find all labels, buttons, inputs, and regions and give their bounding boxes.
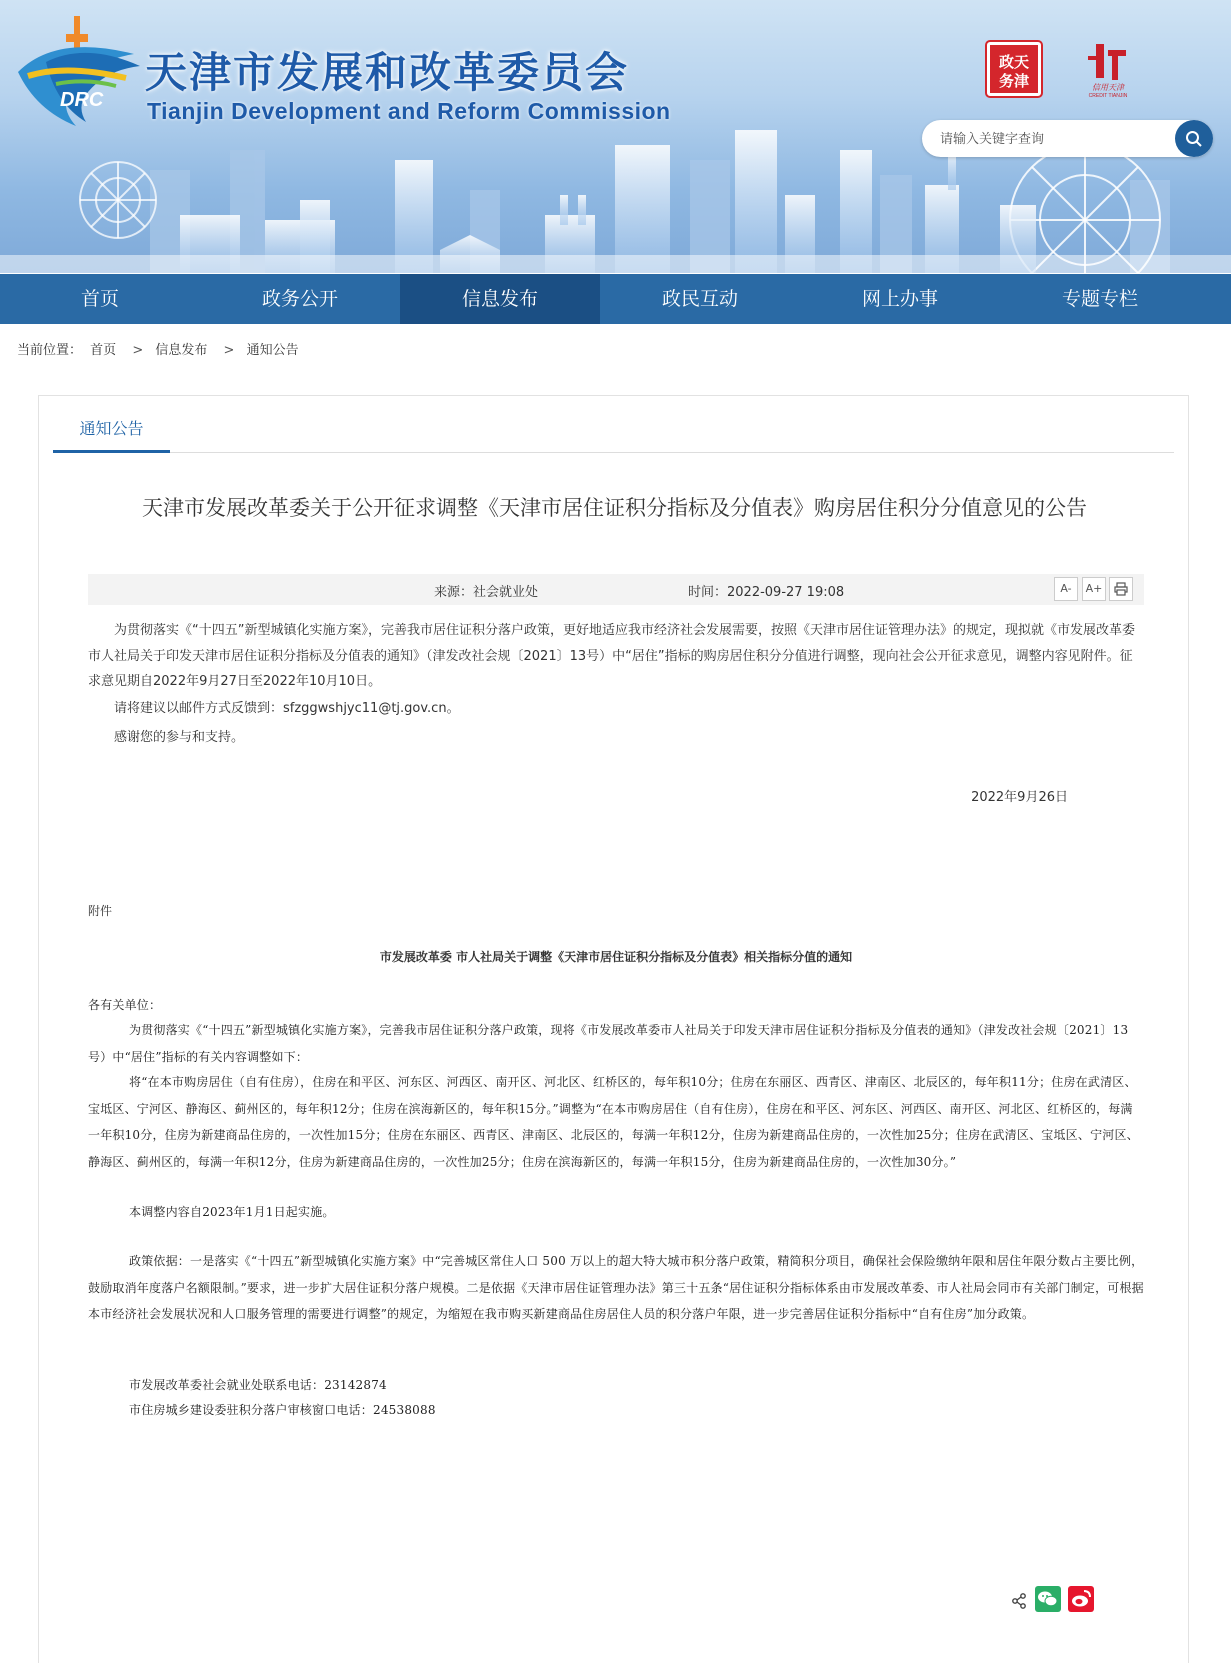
nav-item-home[interactable]: 首页 — [80, 288, 119, 310]
attachment-paragraph: 本调整内容自2023年1月1日起实施。 — [129, 1205, 335, 1219]
attachment-title: 市发展改革委 市人社局关于调整《天津市居住证积分指标及分值表》相关指标分值的通知 — [379, 950, 853, 964]
tab-divider — [53, 452, 1174, 453]
search-box — [922, 120, 1213, 157]
svg-text:信用天津: 信用天津 — [1092, 83, 1124, 92]
print-button[interactable] — [1109, 577, 1133, 601]
breadcrumb-separator: > — [223, 343, 235, 358]
breadcrumb — [17, 339, 303, 358]
contact-housing-window: 市住房城乡建设委驻积分落户审核窗口电话：24538088 — [129, 1403, 436, 1417]
breadcrumb-notices[interactable]: 通知公告 — [246, 343, 299, 358]
print-icon — [1114, 582, 1128, 596]
svg-text:CREDIT TIANJIN: CREDIT TIANJIN — [1088, 93, 1128, 98]
article-time: 时间：2022-09-27 19:08 — [688, 585, 845, 600]
search-button[interactable] — [1175, 120, 1213, 157]
font-decrease-button[interactable] — [1054, 577, 1078, 601]
article-source: 来源：社会就业处 — [434, 585, 539, 600]
svg-text:政天: 政天 — [998, 53, 1030, 71]
font-decrease-label: A- — [1060, 582, 1072, 595]
font-increase-button[interactable] — [1082, 577, 1106, 601]
nav-item-special-topics[interactable]: 专题专栏 — [1061, 288, 1138, 310]
breadcrumb-info-release[interactable]: 信息发布 — [155, 343, 208, 358]
tab-notices[interactable]: 通知公告 — [79, 419, 144, 438]
search-input[interactable] — [938, 120, 1170, 159]
site-header — [0, 0, 1231, 273]
breadcrumb-label: 当前位置： — [17, 343, 83, 358]
article-title: 天津市发展改革委关于公开征求调整《天津市居住证积分指标及分值表》购房居住积分分值意见的公告 — [142, 496, 1087, 520]
tab-active-indicator — [53, 450, 170, 453]
search-icon — [1185, 130, 1203, 148]
site-title-english: Tianjin Development and Reform Commission — [147, 98, 671, 124]
article-date: 2022年9月26日 — [971, 790, 1068, 805]
nav-item-information-release[interactable]: 信息发布 — [400, 274, 600, 324]
content-panel — [38, 395, 1189, 1663]
nav-item-public-interaction[interactable]: 政民互动 — [661, 288, 738, 310]
main-nav — [0, 274, 1231, 324]
share-icon[interactable] — [1011, 1593, 1027, 1609]
breadcrumb-home[interactable]: 首页 — [90, 343, 117, 358]
attachment-label: 附件 — [88, 904, 113, 918]
nav-item-government-affairs[interactable]: 政务公开 — [261, 288, 338, 310]
breadcrumb-separator: > — [132, 343, 144, 358]
article-paragraph: 为贯彻落实《“十四五”新型城镇化实施方案》，完善我市居住证积分落户政策，更好地适应我市经济社会发展需要，按照《天津市居住证管理办法》的规定，现拟就《市发展改革委市人社局关于印发天津市居住证积分指标及分值表的通知》（津发改社会规〔2021〕13号）中“居住”指标的购房居住积分分值进行调整，现向社会公开征求意见，调整内容见附件。征求意见期自2022年9月27日至2022年10月10日。 — [88, 623, 1135, 689]
svg-text:DRC: DRC — [60, 89, 104, 111]
tianjin-gov-media-seal-icon[interactable] — [985, 40, 1043, 98]
drc-logo-icon — [16, 14, 144, 132]
contact-employment-office: 市发展改革委社会就业处联系电话：23142874 — [129, 1378, 387, 1392]
attachment-paragraph-policy-basis: 政策依据：一是落实《“十四五”新型城镇化实施方案》中“完善城区常住人口 500 万以上的超大特大城市积分落户政策，精简积分项目，确保社会保险缴纳年限和居住年限分数占主要比例，鼓励取消年度落户名额限制。”要求，进一步扩大居住证积分落户规模。二是依据《天津市居住证管理办法》第三十五条“居住证积分指标体系由市发展改革委、市人社局会同市有关部门制定，可根据本市经济社会发展状况和人口服务管理的需要进行调整”的规定，为缩短在我市购买新建商品住房居住人员的积分落户年限，进一步完善居住证积分指标中“自有住房”加分政策。 — [88, 1254, 1144, 1321]
site-title: 天津市发展和改革委员会 — [145, 48, 630, 97]
article-paragraph-thanks: 感谢您的参与和支持。 — [114, 730, 245, 745]
share-bar — [1011, 1586, 1141, 1616]
font-increase-label: A+ — [1085, 582, 1103, 595]
article-paragraph-email: 请将建议以邮件方式反馈到：sfzggwshjyc11@tj.gov.cn。 — [114, 701, 460, 716]
svg-text:务津: 务津 — [998, 72, 1030, 90]
attachment-paragraph: 为贯彻落实《“十四五”新型城镇化实施方案》，完善我市居住证积分落户政策，现将《市发展改革委市人社局关于印发天津市居住证积分指标及分值表的通知》（津发改社会规〔2021〕13号）中“居住”指标的有关内容调整如下： — [88, 1023, 1129, 1064]
nav-item-online-services[interactable]: 网上办事 — [861, 288, 938, 310]
attachment-paragraph: 将“在本市购房居住（自有住房），住房在和平区、河东区、河西区、南开区、河北区、红桥区的，每年积10分；住房在东丽区、西青区、津南区、北辰区的，每年积11分；住房在武清区、宝坻区、宁河区、静海区、蓟州区的，每年积12分；住房在滨海新区的，每年积15分。”调整为“在本市购房居住（自有住房），住房在和平区、河东区、河西区、南开区、河北区、红桥区的，每满一年积10分，住房为新建商品住房的，一次性加15分；住房在东丽区、西青区、津南区、北辰区的，每满一年积12分，住房为新建商品住房的，一次性加25分；住房在武清区、宝坻区、宁河区、静海区、蓟州区的，每满一年积12分，住房为新建商品住房的，一次性加25分；住房在滨海新区的，每满一年积15分，住房为新建商品住房的，一次性加30分。” — [88, 1075, 1139, 1169]
attachment-greeting: 各有关单位： — [88, 998, 162, 1012]
wechat-share-icon[interactable] — [1035, 1586, 1061, 1612]
weibo-share-icon[interactable] — [1068, 1586, 1094, 1612]
credit-tianjin-logo-icon[interactable] — [1082, 40, 1134, 98]
article-meta-bar — [88, 574, 1144, 605]
